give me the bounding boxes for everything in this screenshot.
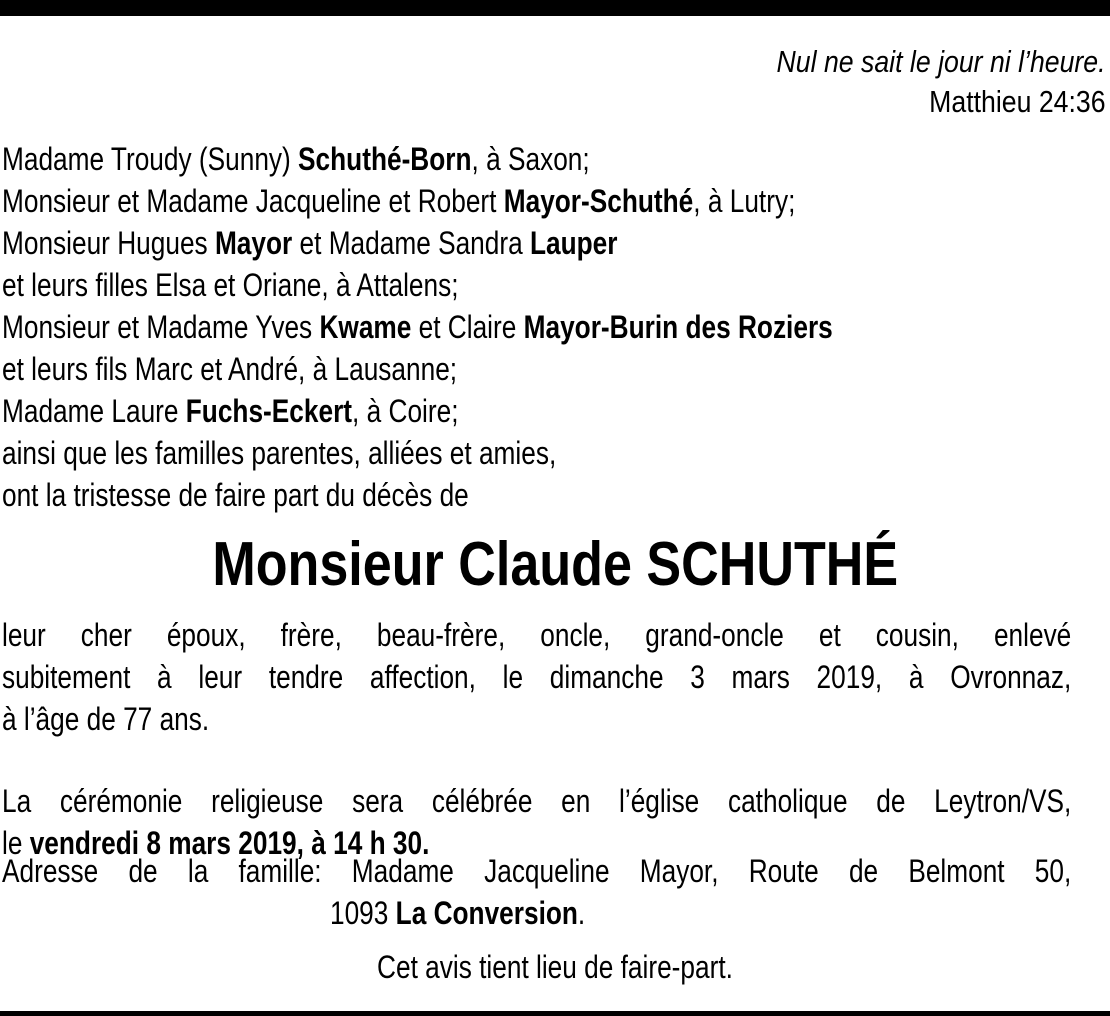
family-line-text: et Madame Sandra: [292, 225, 530, 261]
epigraph: [777, 42, 1106, 122]
bottom-rule: [0, 1011, 1110, 1016]
family-line: [2, 306, 833, 348]
closing-note: [0, 946, 1110, 988]
family-surname: Fuchs-Eckert: [185, 393, 353, 429]
ceremony-datetime: vendredi 8 mars 2019, à 14 h 30.: [29, 825, 430, 861]
address-line: Adresse de la famille: Madame Jacqueline Mayor, Route de Belmont 50,: [2, 853, 1072, 889]
address-text: .: [577, 895, 586, 931]
family-line: [2, 222, 833, 264]
family-line-text: , à Lutry;: [693, 183, 796, 219]
family-line-text: , à Coire;: [352, 393, 459, 429]
family-line: [2, 390, 833, 432]
family-line: et leurs fils Marc et André, à Lausanne;: [2, 351, 458, 387]
family-line-text: Monsieur Hugues: [2, 225, 215, 261]
address-postcode: 1093: [330, 895, 396, 931]
epigraph-quote: Nul ne sait le jour ni l’heure.: [777, 44, 1106, 79]
family-surname: Mayor: [214, 225, 293, 261]
deceased-name-heading: [0, 530, 1110, 600]
description-line: subitement à leur tendre affection, le dimanche 3 mars 2019, à Ovronnaz,: [2, 659, 1072, 695]
family-line: [2, 180, 833, 222]
ceremony-text: le: [2, 825, 30, 861]
ceremony-line: La cérémonie religieuse sera célébrée en l’église catholique de Leytron/VS,: [2, 783, 1072, 819]
address-paragraph: [2, 850, 1071, 934]
family-line: [2, 138, 833, 180]
family-line-text: , à Saxon;: [471, 141, 590, 177]
family-line-text: et Claire: [411, 309, 524, 345]
family-surname: Mayor-Schuthé: [503, 183, 694, 219]
epigraph-reference: Matthieu 24:36: [929, 84, 1106, 119]
description-paragraph: [2, 614, 1071, 740]
address-locality: La Conversion: [395, 895, 578, 931]
family-line-text: Madame Laure: [2, 393, 186, 429]
family-line-text: Monsieur et Madame Jacqueline et Robert: [2, 183, 504, 219]
closing-text: Cet avis tient lieu de faire-part.: [377, 949, 733, 985]
family-line-text: Monsieur et Madame Yves: [2, 309, 320, 345]
family-surname: Mayor-Burin des Roziers: [523, 309, 833, 345]
family-list: [2, 138, 833, 516]
family-line-text: Madame Troudy (Sunny): [2, 141, 299, 177]
description-line: leur cher époux, frère, beau-frère, oncle, grand-oncle et cousin, enlevé: [2, 617, 1072, 653]
deceased-name: Monsieur Claude SCHUTHÉ: [212, 530, 898, 599]
address-line: [2, 892, 1071, 934]
family-line: ainsi que les familles parentes, alliées et amies,: [2, 435, 557, 471]
description-line: à l’âge de 77 ans.: [2, 701, 210, 737]
family-line: et leurs filles Elsa et Oriane, à Attalens;: [2, 267, 459, 303]
family-surname: Schuthé-Born: [298, 141, 472, 177]
family-surname: Lauper: [529, 225, 618, 261]
family-surname: Kwame: [319, 309, 412, 345]
top-rule: [0, 0, 1110, 16]
family-line: ont la tristesse de faire part du décès de: [2, 477, 469, 513]
